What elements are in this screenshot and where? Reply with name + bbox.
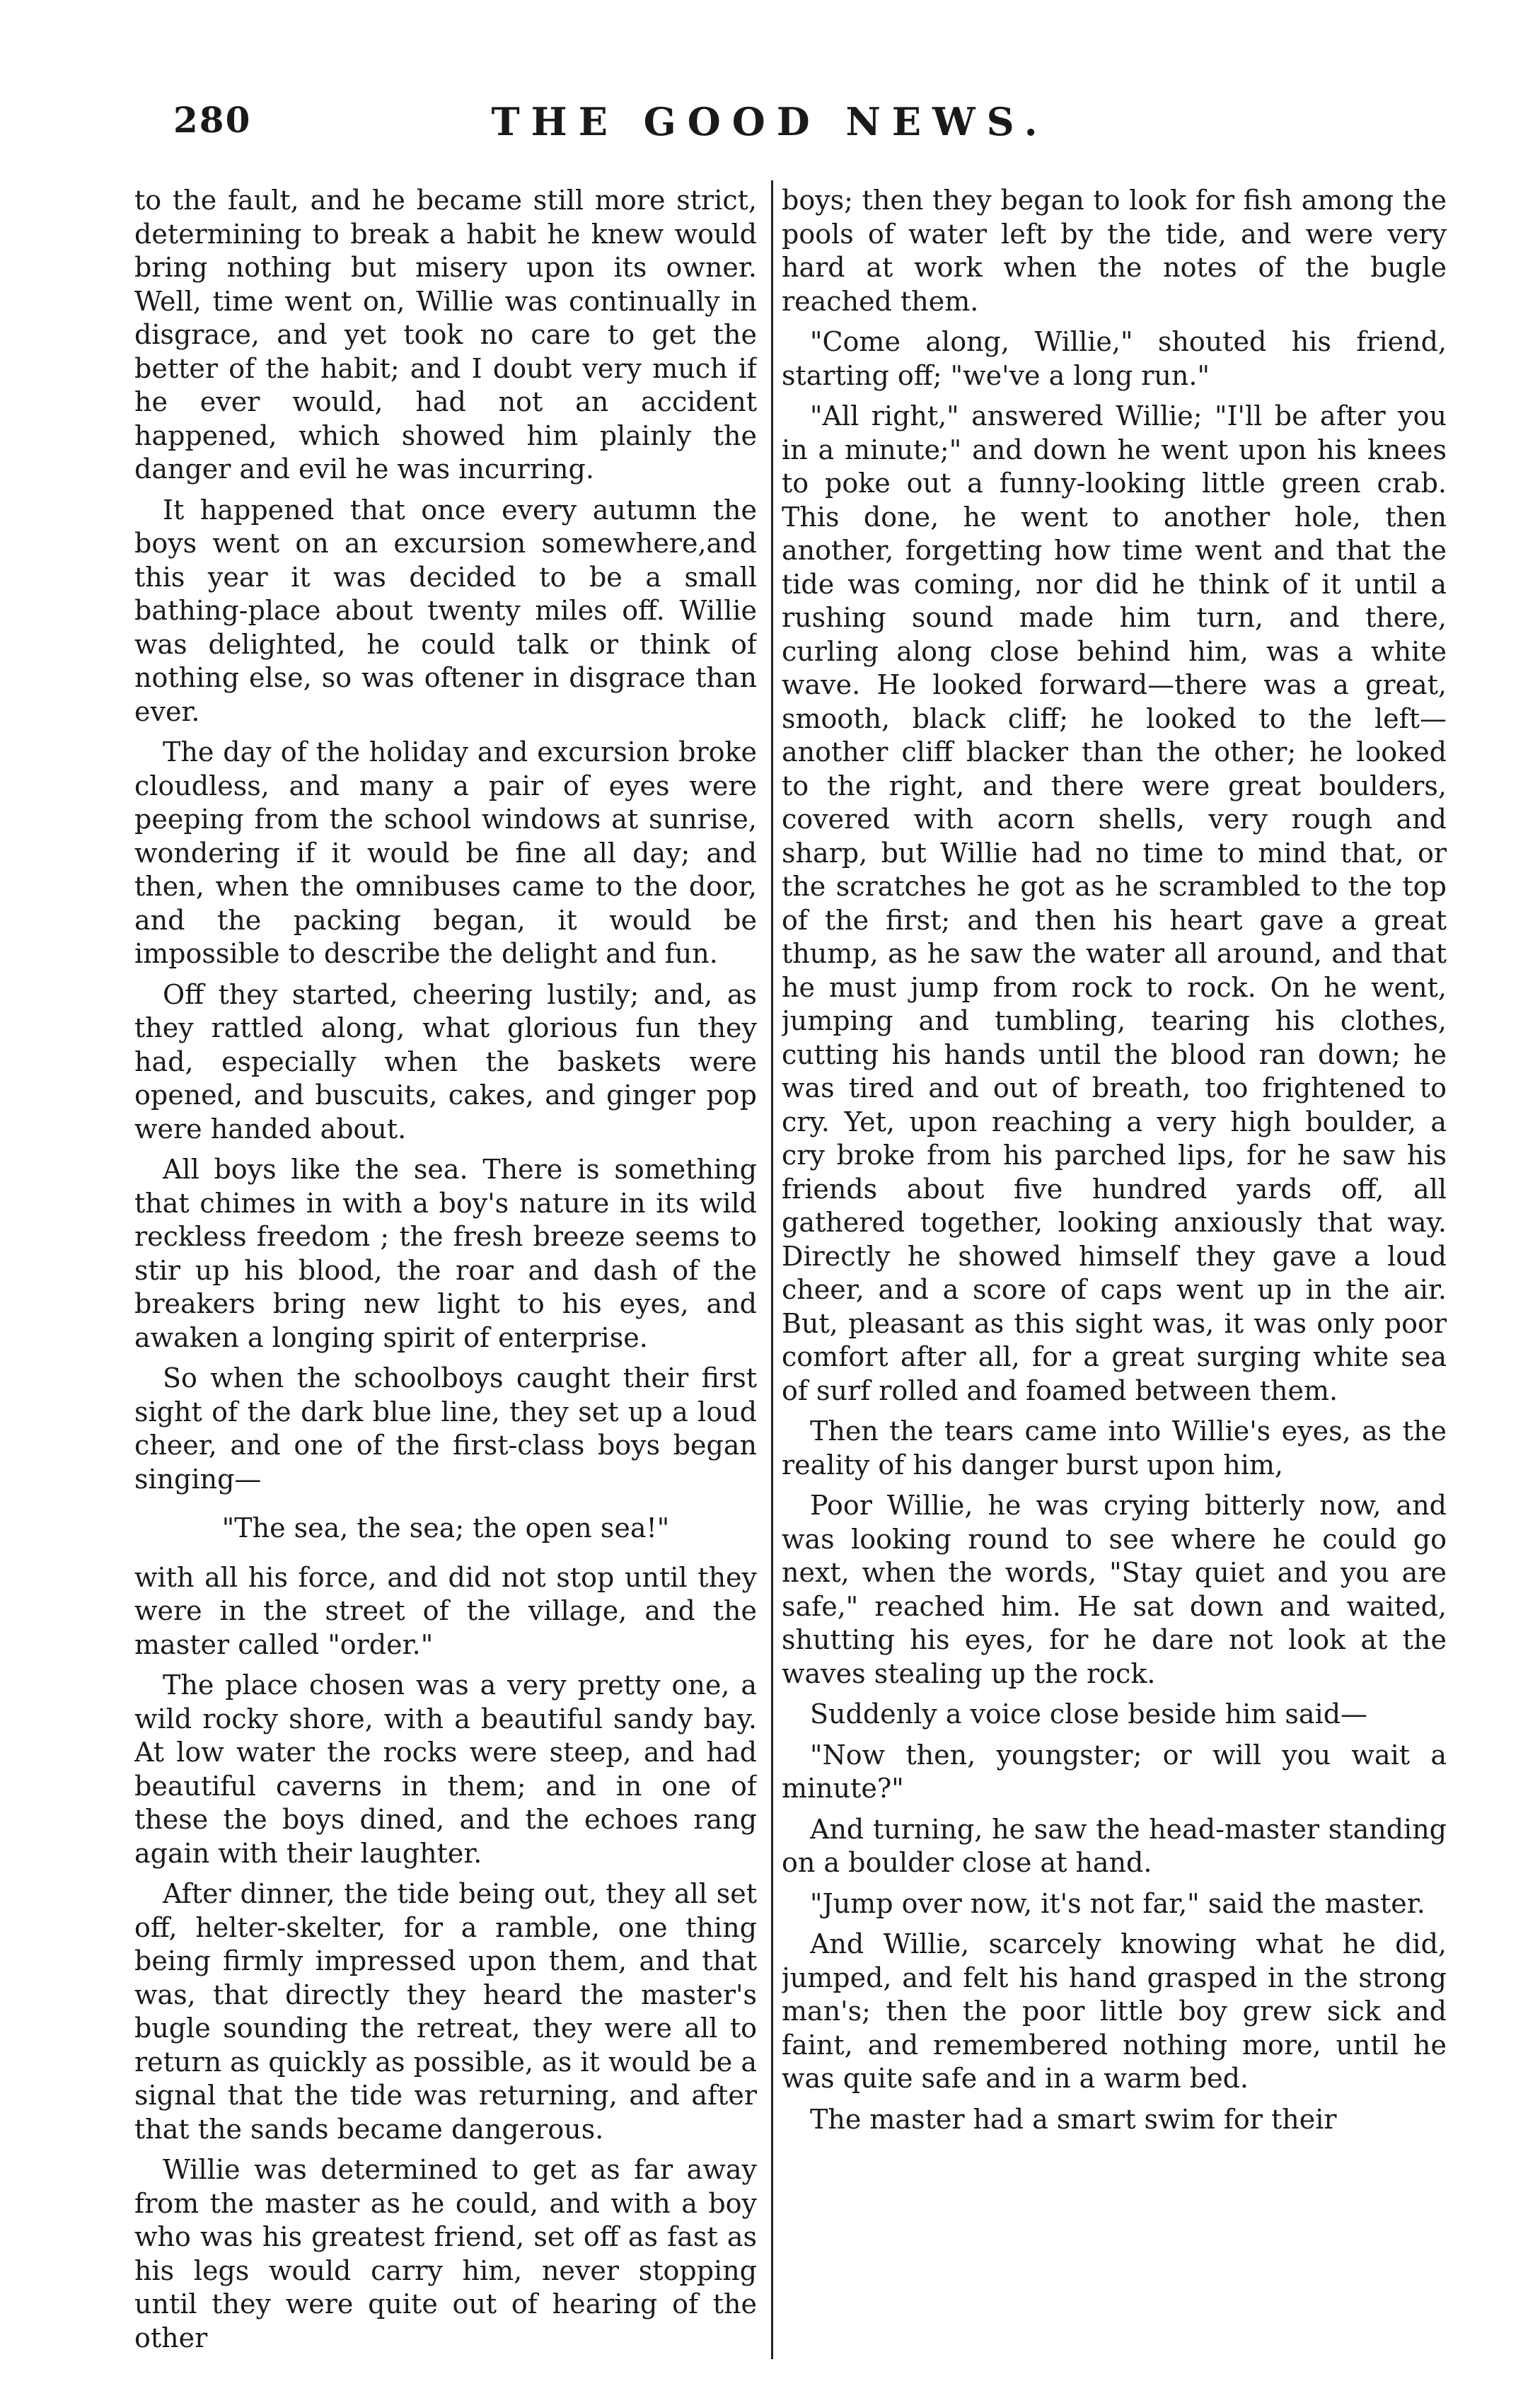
paragraph: Off they started, cheering lustily; and, as they rattled along, what glorious fun they had, especially when the baskets were opened, and buscuits, cakes, and ginger pop were handed about. bbox=[134, 978, 757, 1145]
paragraph: The day of the holiday and excursion broke cloudless, and many a pair of eyes were peeping from the school windows at sunrise, wondering if it would be fine all day; and then, when the omnibuses came to the door, and the packing began, it would be impossible to describe the delight and fun. bbox=[134, 736, 757, 969]
paragraph: The place chosen was a very pretty one, a wild rocky shore, with a beautiful sandy bay. At low water the rocks were steep, and had beautiful caverns in them; and in one of these the boys dined, and the echoes rang again with their laughter. bbox=[134, 1669, 757, 1869]
paragraph: boys; then they began to look for fish among the pools of water left by the tide, and were very hard at work when the notes of the bugle reached them. bbox=[782, 185, 1447, 317]
paragraph: "Jump over now, it's not far," said the master. bbox=[810, 1887, 1425, 1919]
page-number: 280 bbox=[173, 99, 252, 141]
paragraph: Willie was determined to get as far away from the master as he could, and with a boy who was his greatest friend, set off as fast as his legs would carry him, never stopping until they were quite out of hearing of the other bbox=[134, 2154, 757, 2353]
paragraph: And turning, he saw the head-master standing on a boulder close at hand. bbox=[782, 1813, 1447, 1878]
paragraph: After dinner, the tide being out, they all set off, helter-skelter, for a ramble, one thing being firmly impressed upon them, and that was, that directly they heard the master's bugle sounding the retreat, they were all to return as quickly as possible, as it would be a signal that the tide was returning, and after that the sands became dangerous. bbox=[134, 1878, 757, 2145]
paragraph: Suddenly a voice close beside him said— bbox=[810, 1698, 1368, 1730]
paragraph: All boys like the sea. There is something that chimes in with a boy's nature in its wild reckless freedom ; the fresh breeze seems to stir up his blood, the roar and dash of the breakers bring new light to his eyes, and awaken a longing spirit of enterprise. bbox=[134, 1154, 757, 1353]
paragraph: It happened that once every autumn the boys went on an excursion somewhere,and this year it was decided to be a small bathing-place about twenty miles off. Willie was delighted, he could talk or think of nothing else, so was oftener in disgrace than ever. bbox=[134, 494, 757, 727]
page-header bbox=[0, 99, 1540, 163]
paragraph: And Willie, scarcely knowing what he did, jumped, and felt his hand grasped in the strong man's; then the poor little boy grew sick and faint, and remembered nothing more, until he was quite safe and in a warm bed. bbox=[782, 1928, 1447, 2094]
running-title: THE GOOD NEWS. bbox=[491, 99, 1049, 144]
song-quote: "The sea, the sea; the open sea!" bbox=[221, 1512, 670, 1544]
paragraph: Then the tears came into Willie's eyes, as the reality of his danger burst upon him, bbox=[782, 1415, 1447, 1481]
column-divider bbox=[771, 180, 773, 2359]
paragraph: Poor Willie, he was crying bitterly now, and was looking round to see where he could go next, when the words, "Stay quiet and you are safe," reached him. He sat down and waited, shutting his eyes, for he dare not look at the waves stealing up the rock. bbox=[782, 1490, 1447, 1689]
paragraph: So when the schoolboys caught their first sight of the dark blue line, they set up a loud cheer, and one of the first-class boys began singing— bbox=[134, 1362, 757, 1495]
paragraph: with all his force, and did not stop until they were in the street of the village, and the master called "order." bbox=[134, 1561, 757, 1660]
right-column bbox=[782, 184, 1447, 2363]
paragraph: to the fault, and he became still more strict, determining to break a habit he knew would bring nothing but misery upon its owner. Well, time went on, Willie was continually in disgrace, and yet took no care to get the better of the habit; and I doubt very much if he ever would, had not an accident happened, which showed him plainly the danger and evil he was incurring. bbox=[134, 185, 757, 485]
paragraph: "Come along, Willie," shouted his friend, starting off; "we've a long run." bbox=[782, 326, 1447, 391]
paragraph: "Now then, youngster; or will you wait a minute?" bbox=[782, 1739, 1447, 1804]
left-column bbox=[134, 184, 757, 2363]
paragraph: The master had a smart swim for their bbox=[810, 2103, 1337, 2135]
paragraph: "All right," answered Willie; "I'll be after you in a minute;" and down he went upon his knees to poke out a funny-looking little green crab. This done, he went to another hole, then another, forgetting how time went and that the tide was coming, nor did he think of it until a rushing sound made him turn, and there, curling along close behind him, was a white wave. He looked forward—there was a great, smooth, black cliff; he looked to the left—another cliff blacker than the other; he looked to the right, and there were great boulders, covered with acorn shells, very rough and sharp, but Willie had no time to mind that, or the scratches he got as he scrambled to the top of the first; and then his heart gave a great thump, as he saw the water all around, and that he must jump from rock to rock. On he went, jumping and tumbling, tearing his clothes, cutting his hands until the blood ran down; he was tired and out of breath, too frightened to cry. Yet, upon reaching a very high boulder, a cry broke from his parched lips, for he saw his friends about five hundred yards off, all gathered together, looking anxiously that way. Directly he showed himself they gave a loud cheer, and a score of caps went up in the air. But, pleasant as this sight was, it was only poor comfort after all, for a great surging white sea of surf rolled and foamed between them. bbox=[782, 400, 1447, 1406]
